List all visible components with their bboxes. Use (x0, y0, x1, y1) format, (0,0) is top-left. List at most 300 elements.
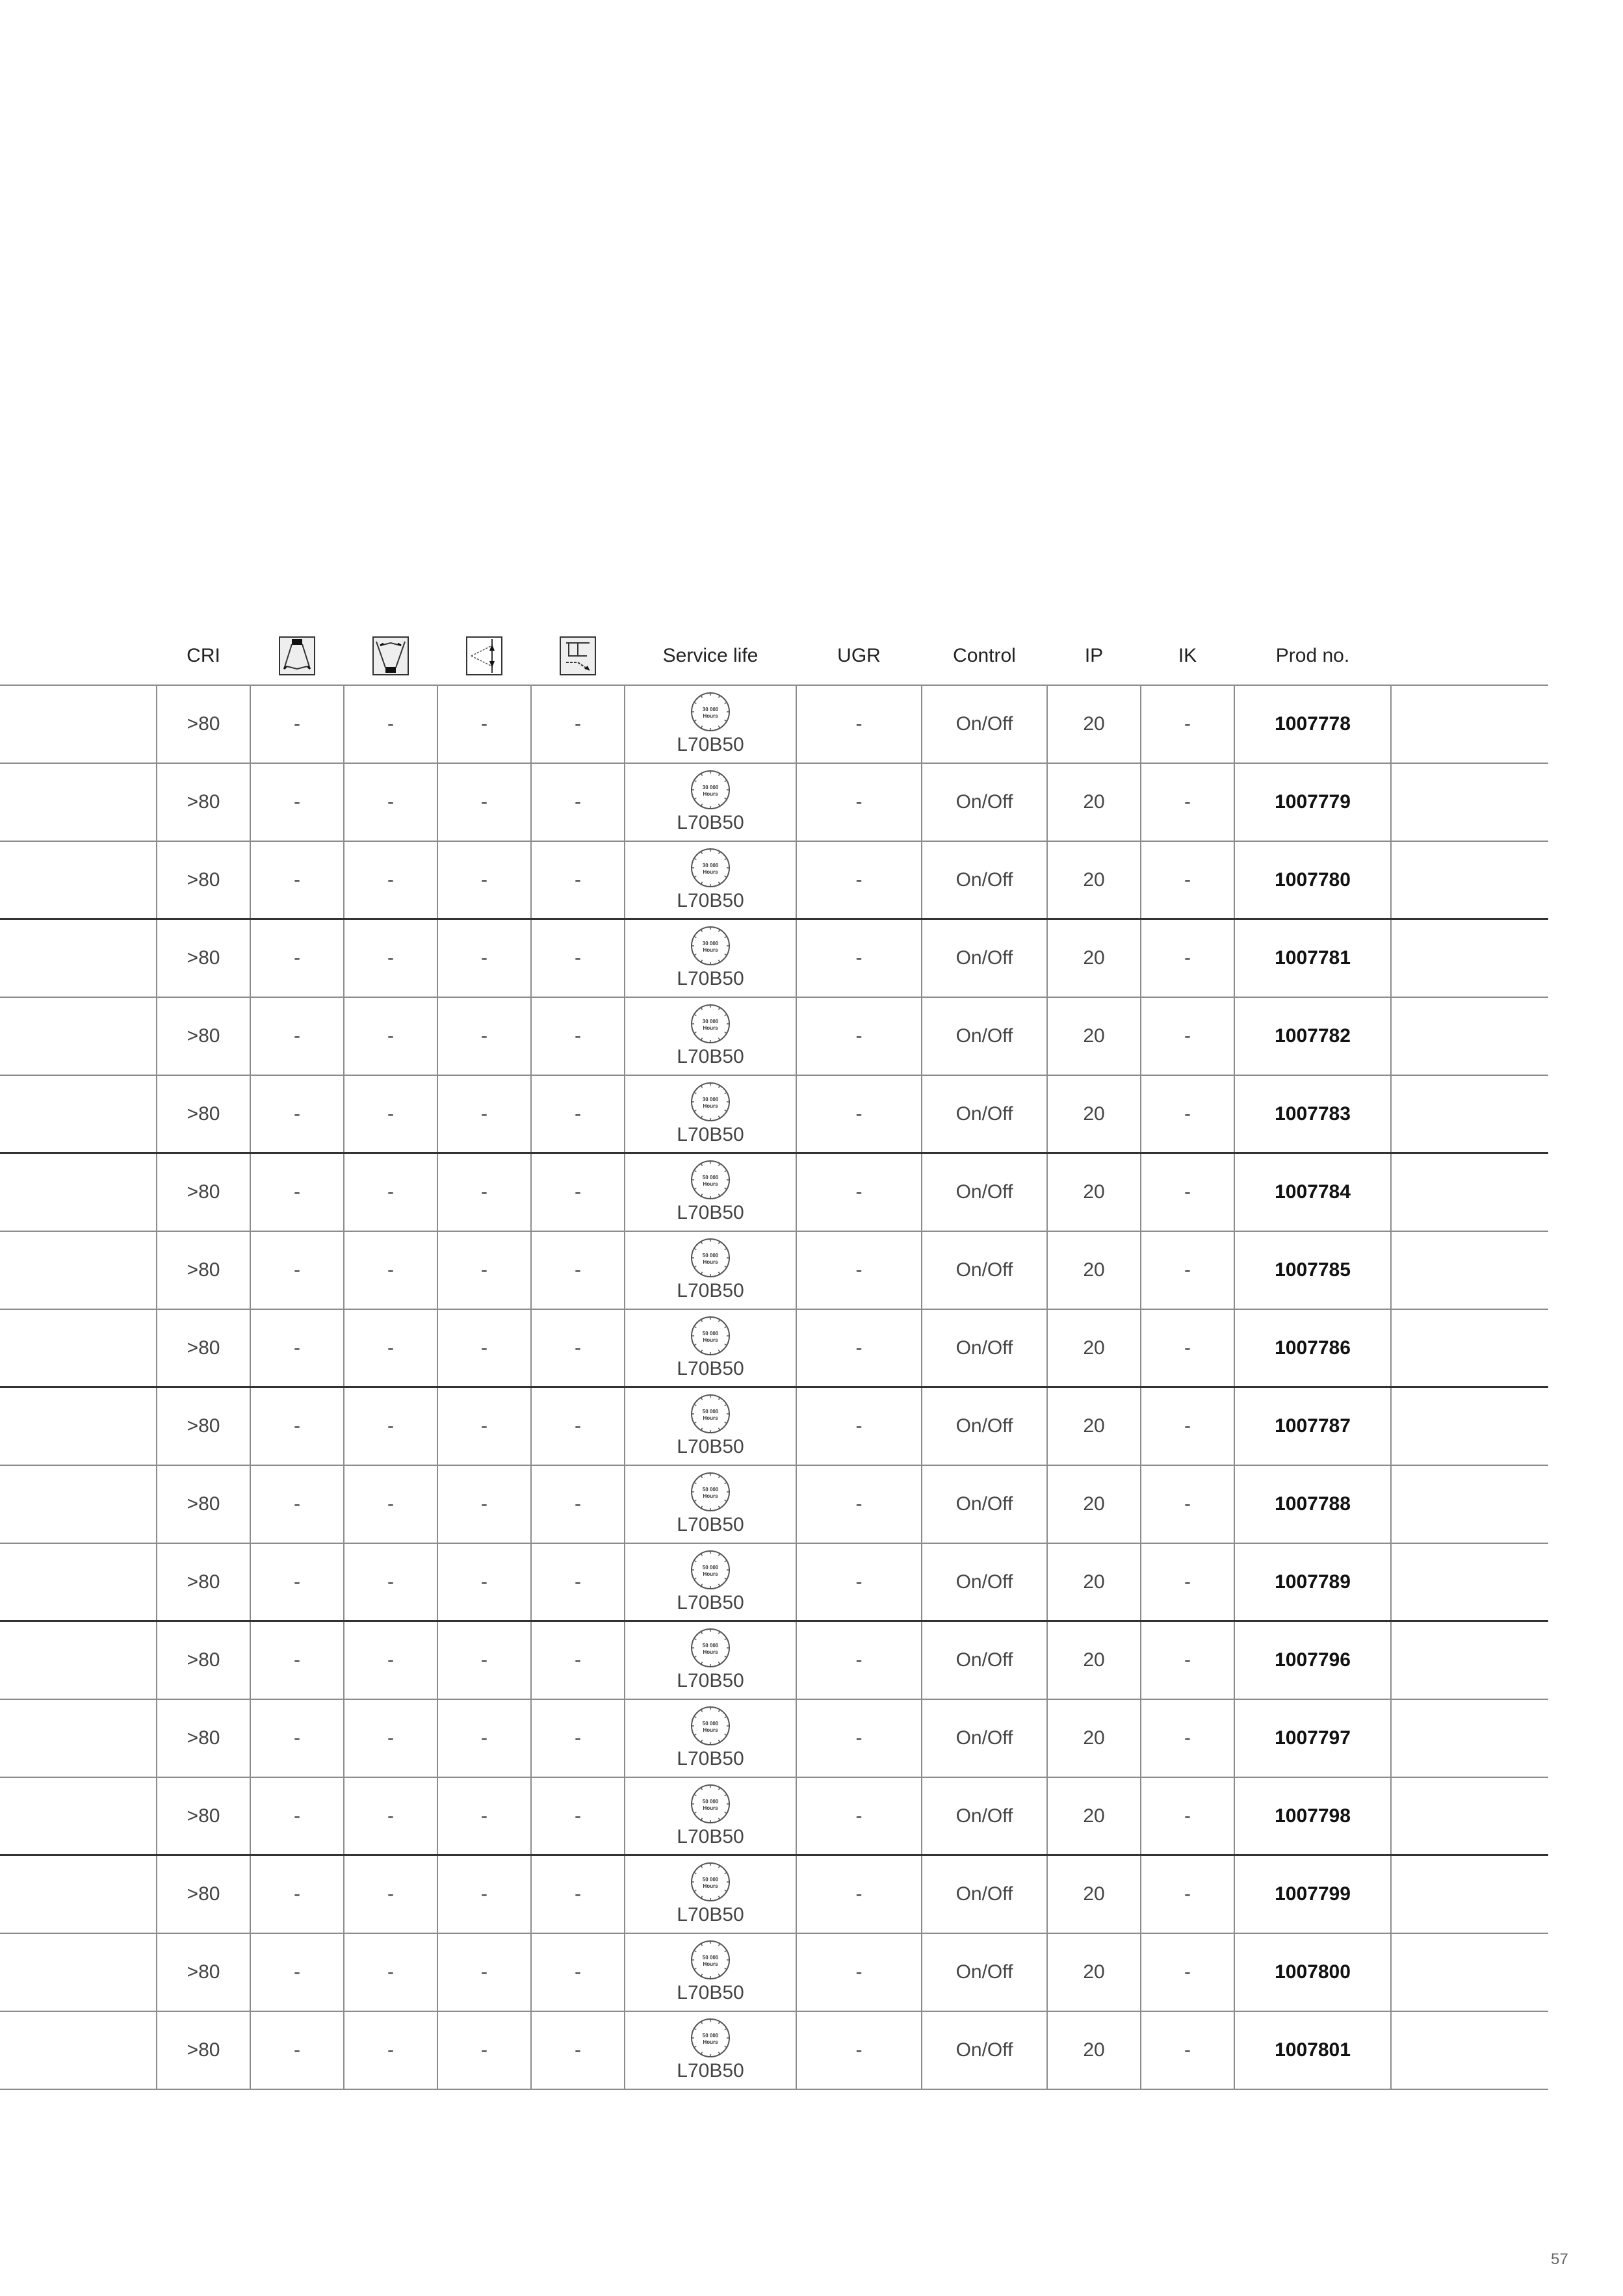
prod-no-cell: 1007799 (1275, 1883, 1351, 1905)
ik-cell: - (1184, 1883, 1191, 1905)
service-life-cell (625, 1388, 796, 1465)
ik-cell: - (1184, 1025, 1191, 1047)
ugr-cell: - (855, 1727, 863, 1749)
ugr-cell: - (855, 1805, 863, 1827)
header-cri: CRI (187, 645, 220, 666)
header-service-life: Service life (662, 645, 759, 666)
control-cell: On/Off (955, 713, 1013, 735)
ik-cell: - (1184, 869, 1191, 891)
ugr-cell: - (855, 947, 863, 969)
mount-cell: - (575, 1883, 581, 1905)
ip-cell: 20 (1083, 1103, 1105, 1125)
control-cell: On/Off (955, 1883, 1013, 1905)
cri-cell: >80 (187, 1649, 220, 1671)
service-life-hours-value: 50 000 (702, 1955, 719, 1961)
table-row (0, 1700, 1548, 1778)
prod-no-cell: 1007789 (1275, 1571, 1351, 1593)
distribution-cell: - (387, 1025, 394, 1047)
service-life-clock-icon (690, 1315, 731, 1357)
service-life-hours-value: 30 000 (702, 863, 719, 868)
beam-angle-cell: - (481, 1961, 487, 1983)
service-life-clock-icon (690, 847, 731, 889)
ip-cell: 20 (1083, 1259, 1105, 1281)
beam-angle-icon (466, 636, 502, 675)
service-life-hours-value: 30 000 (702, 1097, 719, 1102)
prod-no-cell: 1007781 (1275, 947, 1351, 969)
service-life-rating: L70B50 (677, 1046, 744, 1067)
control-cell: On/Off (955, 1415, 1013, 1437)
service-life-hours-unit: Hours (703, 1181, 718, 1187)
cri-cell: >80 (187, 1961, 220, 1983)
service-life-rating: L70B50 (677, 1202, 744, 1223)
ip-cell: 20 (1083, 1571, 1105, 1593)
ik-cell: - (1184, 713, 1191, 735)
ugr-cell: - (855, 1961, 863, 1983)
service-life-rating: L70B50 (677, 1358, 744, 1379)
distribution-cell: - (387, 1493, 394, 1515)
beam-angle-cell: - (481, 947, 487, 969)
ugr-cell: - (855, 713, 863, 735)
cri-cell: >80 (187, 2039, 220, 2061)
distribution-cell: - (387, 1337, 394, 1359)
service-life-hours-value: 50 000 (702, 1487, 719, 1493)
mount-cell: - (575, 1259, 581, 1281)
asymmetric-distribution-icon (372, 636, 409, 675)
mount-cell: - (575, 1415, 581, 1437)
mount-cell: - (575, 1727, 581, 1749)
service-life-hours-value: 50 000 (702, 1175, 719, 1181)
ik-cell: - (1184, 1337, 1191, 1359)
beam-angle-cell: - (481, 1493, 487, 1515)
service-life-hours-value: 50 000 (702, 1331, 719, 1337)
control-cell: On/Off (955, 2039, 1013, 2061)
service-life-cell (625, 1466, 796, 1543)
cri-cell: >80 (187, 869, 220, 891)
ik-cell: - (1184, 1415, 1191, 1437)
service-life-hours-value: 30 000 (702, 707, 719, 712)
ugr-cell: - (855, 1571, 863, 1593)
cri-cell: >80 (187, 1883, 220, 1905)
service-life-cell (625, 1076, 796, 1153)
ugr-cell: - (855, 1025, 863, 1047)
service-life-clock-icon (690, 1861, 731, 1903)
service-life-hours-value: 50 000 (702, 1409, 719, 1415)
distribution-cell: - (294, 713, 300, 735)
prod-no-cell: 1007778 (1275, 713, 1351, 735)
control-cell: On/Off (955, 1805, 1013, 1827)
ugr-cell: - (855, 2039, 863, 2061)
service-life-hours-unit: Hours (703, 1571, 718, 1577)
service-life-hours-unit: Hours (703, 1883, 718, 1889)
distribution-cell: - (294, 1493, 300, 1515)
distribution-cell: - (387, 869, 394, 891)
service-life-hours-unit: Hours (703, 869, 718, 875)
ik-cell: - (1184, 1571, 1191, 1593)
ip-cell: 20 (1083, 1883, 1105, 1905)
mount-cell: - (575, 1493, 581, 1515)
service-life-clock-icon (690, 1237, 731, 1279)
beam-angle-cell: - (481, 1571, 487, 1593)
service-life-hours-value: 30 000 (702, 941, 719, 946)
service-life-hours-unit: Hours (703, 1727, 718, 1733)
service-life-cell (625, 686, 796, 763)
service-life-hours-value: 50 000 (702, 1799, 719, 1805)
service-life-cell (625, 1232, 796, 1309)
control-cell: On/Off (955, 1025, 1013, 1047)
ik-cell: - (1184, 2039, 1191, 2061)
service-life-hours-value: 30 000 (702, 1019, 719, 1024)
cri-cell: >80 (187, 1025, 220, 1047)
table-row (0, 1232, 1548, 1310)
service-life-cell (625, 1154, 796, 1231)
service-life-hours-value: 50 000 (702, 1643, 719, 1649)
mount-cell: - (575, 1025, 581, 1047)
distribution-cell: - (294, 1883, 300, 1905)
ip-cell: 20 (1083, 713, 1105, 735)
service-life-rating: L70B50 (677, 968, 744, 989)
service-life-hours-unit: Hours (703, 1415, 718, 1421)
service-life-clock-icon (690, 1081, 731, 1123)
ip-cell: 20 (1083, 1181, 1105, 1203)
ik-cell: - (1184, 1259, 1191, 1281)
distribution-cell: - (387, 1649, 394, 1671)
distribution-cell: - (294, 1337, 300, 1359)
header-beam-angle (437, 627, 531, 685)
table-row (0, 1622, 1548, 1700)
service-life-hours-value: 50 000 (702, 1877, 719, 1883)
cri-cell: >80 (187, 791, 220, 813)
ip-cell: 20 (1083, 869, 1105, 891)
beam-angle-cell: - (481, 791, 487, 813)
symmetric-distribution-icon (279, 636, 315, 675)
prod-no-cell: 1007782 (1275, 1025, 1351, 1047)
table-row (0, 920, 1548, 998)
mount-cell: - (575, 1181, 581, 1203)
service-life-rating: L70B50 (677, 890, 744, 911)
ip-cell: 20 (1083, 1649, 1105, 1671)
cri-cell: >80 (187, 1337, 220, 1359)
service-life-cell (625, 920, 796, 997)
service-life-clock-icon (690, 1627, 731, 1669)
table-row (0, 1388, 1548, 1466)
service-life-clock-icon (690, 1939, 731, 1981)
table-row (0, 1076, 1548, 1154)
page-number: 57 (1551, 2250, 1568, 2268)
header-ik: IK (1178, 645, 1197, 666)
distribution-cell: - (294, 1259, 300, 1281)
service-life-hours-unit: Hours (703, 1805, 718, 1811)
ik-cell: - (1184, 1181, 1191, 1203)
distribution-cell: - (294, 1649, 300, 1671)
distribution-cell: - (294, 1961, 300, 1983)
mount-cell: - (575, 1805, 581, 1827)
cri-cell: >80 (187, 1727, 220, 1749)
ip-cell: 20 (1083, 1961, 1105, 1983)
distribution-cell: - (294, 869, 300, 891)
ik-cell: - (1184, 947, 1191, 969)
control-cell: On/Off (955, 1103, 1013, 1125)
product-spec-table (0, 627, 1548, 2090)
service-life-clock-icon (690, 1003, 731, 1045)
distribution-cell: - (387, 1805, 394, 1827)
ik-cell: - (1184, 791, 1191, 813)
mount-cell: - (575, 2039, 581, 2061)
cri-cell: >80 (187, 713, 220, 735)
ik-cell: - (1184, 1649, 1191, 1671)
prod-no-cell: 1007797 (1275, 1727, 1351, 1749)
service-life-rating: L70B50 (677, 1280, 744, 1301)
table-row (0, 1934, 1548, 2012)
distribution-cell: - (387, 1259, 394, 1281)
ugr-cell: - (855, 791, 863, 813)
ip-cell: 20 (1083, 947, 1105, 969)
service-life-cell (625, 1622, 796, 1699)
prod-no-cell: 1007783 (1275, 1103, 1351, 1125)
service-life-rating: L70B50 (677, 1124, 744, 1145)
table-body (0, 685, 1548, 2090)
mount-cell: - (575, 1571, 581, 1593)
header-prod-no: Prod no. (1275, 645, 1350, 666)
header-control: Control (953, 645, 1016, 666)
prod-no-cell: 1007787 (1275, 1415, 1351, 1437)
service-life-hours-unit: Hours (703, 1259, 718, 1265)
ugr-cell: - (855, 1649, 863, 1671)
ip-cell: 20 (1083, 1025, 1105, 1047)
cri-cell: >80 (187, 1103, 220, 1125)
prod-no-cell: 1007796 (1275, 1649, 1351, 1671)
ugr-cell: - (855, 1883, 863, 1905)
ip-cell: 20 (1083, 1727, 1105, 1749)
distribution-cell: - (294, 947, 300, 969)
service-life-hours-unit: Hours (703, 1337, 718, 1343)
control-cell: On/Off (955, 1259, 1013, 1281)
service-life-rating: L70B50 (677, 1670, 744, 1691)
ugr-cell: - (855, 1493, 863, 1515)
mount-cell: - (575, 791, 581, 813)
prod-no-cell: 1007785 (1275, 1259, 1351, 1281)
service-life-clock-icon (690, 1159, 731, 1201)
distribution-cell: - (294, 791, 300, 813)
mount-cell: - (575, 1337, 581, 1359)
distribution-cell: - (387, 1961, 394, 1983)
service-life-cell (625, 842, 796, 919)
service-life-hours-unit: Hours (703, 947, 718, 953)
table-row (0, 1856, 1548, 1934)
service-life-clock-icon (690, 1393, 731, 1435)
ugr-cell: - (855, 1181, 863, 1203)
distribution-cell: - (387, 1883, 394, 1905)
table-row (0, 2012, 1548, 2090)
beam-angle-cell: - (481, 869, 487, 891)
cri-cell: >80 (187, 1571, 220, 1593)
ik-cell: - (1184, 1805, 1191, 1827)
service-life-hours-unit: Hours (703, 1961, 718, 1967)
table-header (0, 627, 1548, 685)
table-row (0, 764, 1548, 842)
service-life-hours-unit: Hours (703, 1493, 718, 1499)
service-life-clock-icon (690, 1705, 731, 1747)
service-life-rating: L70B50 (677, 2060, 744, 2081)
service-life-rating: L70B50 (677, 1592, 744, 1613)
prod-no-cell: 1007784 (1275, 1181, 1351, 1203)
service-life-cell (625, 1856, 796, 1933)
ugr-cell: - (855, 1259, 863, 1281)
control-cell: On/Off (955, 1961, 1013, 1983)
ik-cell: - (1184, 1493, 1191, 1515)
service-life-hours-unit: Hours (703, 2039, 718, 2045)
service-life-rating: L70B50 (677, 1904, 744, 1925)
table-row (0, 1310, 1548, 1388)
service-life-clock-icon (690, 1471, 731, 1513)
service-life-hours-value: 50 000 (702, 1565, 719, 1571)
mount-cell: - (575, 1103, 581, 1125)
service-life-rating: L70B50 (677, 812, 744, 833)
distribution-cell: - (387, 947, 394, 969)
mount-cell: - (575, 1961, 581, 1983)
service-life-rating: L70B50 (677, 734, 744, 755)
prod-no-cell: 1007786 (1275, 1337, 1351, 1359)
wall-mount-icon (560, 636, 596, 675)
service-life-rating: L70B50 (677, 1436, 744, 1457)
ip-cell: 20 (1083, 2039, 1105, 2061)
cri-cell: >80 (187, 1493, 220, 1515)
distribution-cell: - (294, 1571, 300, 1593)
beam-angle-cell: - (481, 1883, 487, 1905)
service-life-rating: L70B50 (677, 1748, 744, 1769)
beam-angle-cell: - (481, 1805, 487, 1827)
beam-angle-cell: - (481, 2039, 487, 2061)
header-ip: IP (1084, 645, 1104, 666)
table-row (0, 1544, 1548, 1622)
ik-cell: - (1184, 1103, 1191, 1125)
prod-no-cell: 1007800 (1275, 1961, 1351, 1983)
distribution-cell: - (294, 1103, 300, 1125)
distribution-cell: - (387, 2039, 394, 2061)
distribution-cell: - (387, 713, 394, 735)
control-cell: On/Off (955, 869, 1013, 891)
control-cell: On/Off (955, 1181, 1013, 1203)
header-wall-mount (531, 627, 625, 685)
service-life-clock-icon (690, 1549, 731, 1591)
ugr-cell: - (855, 869, 863, 891)
header-symmetric-distribution (250, 627, 344, 685)
service-life-rating: L70B50 (677, 1826, 744, 1847)
control-cell: On/Off (955, 791, 1013, 813)
table-row (0, 1154, 1548, 1232)
service-life-hours-value: 50 000 (702, 2033, 719, 2039)
service-life-clock-icon (690, 925, 731, 967)
beam-angle-cell: - (481, 1259, 487, 1281)
prod-no-cell: 1007801 (1275, 2039, 1351, 2061)
table-row (0, 1466, 1548, 1544)
service-life-cell (625, 1778, 796, 1855)
control-cell: On/Off (955, 947, 1013, 969)
header-ugr: UGR (837, 645, 881, 666)
control-cell: On/Off (955, 1571, 1013, 1593)
ugr-cell: - (855, 1103, 863, 1125)
beam-angle-cell: - (481, 713, 487, 735)
control-cell: On/Off (955, 1493, 1013, 1515)
cri-cell: >80 (187, 1805, 220, 1827)
distribution-cell: - (387, 1571, 394, 1593)
header-asymmetric-distribution (344, 627, 437, 685)
service-life-cell (625, 998, 796, 1075)
ugr-cell: - (855, 1337, 863, 1359)
distribution-cell: - (387, 1103, 394, 1125)
service-life-cell (625, 1934, 796, 2011)
cri-cell: >80 (187, 1415, 220, 1437)
service-life-hours-unit: Hours (703, 1103, 718, 1109)
distribution-cell: - (294, 1181, 300, 1203)
service-life-clock-icon (690, 2017, 731, 2059)
table-row (0, 998, 1548, 1076)
ip-cell: 20 (1083, 1493, 1105, 1515)
distribution-cell: - (294, 1025, 300, 1047)
service-life-clock-icon (690, 1783, 731, 1825)
service-life-cell (625, 1310, 796, 1387)
beam-angle-cell: - (481, 1025, 487, 1047)
distribution-cell: - (294, 1805, 300, 1827)
beam-angle-cell: - (481, 1649, 487, 1671)
cri-cell: >80 (187, 1181, 220, 1203)
mount-cell: - (575, 1649, 581, 1671)
distribution-cell: - (387, 1181, 394, 1203)
table-row (0, 686, 1548, 764)
ip-cell: 20 (1083, 1805, 1105, 1827)
prod-no-cell: 1007788 (1275, 1493, 1351, 1515)
service-life-hours-value: 50 000 (702, 1721, 719, 1727)
ip-cell: 20 (1083, 791, 1105, 813)
distribution-cell: - (387, 791, 394, 813)
mount-cell: - (575, 713, 581, 735)
table-row (0, 842, 1548, 920)
distribution-cell: - (294, 1415, 300, 1437)
service-life-cell (625, 1544, 796, 1621)
ip-cell: 20 (1083, 1337, 1105, 1359)
service-life-rating: L70B50 (677, 1982, 744, 2003)
service-life-hours-value: 30 000 (702, 785, 719, 790)
service-life-hours-value: 50 000 (702, 1253, 719, 1259)
beam-angle-cell: - (481, 1181, 487, 1203)
service-life-clock-icon (690, 769, 731, 811)
distribution-cell: - (387, 1415, 394, 1437)
distribution-cell: - (387, 1727, 394, 1749)
service-life-cell (625, 1700, 796, 1777)
prod-no-cell: 1007779 (1275, 791, 1351, 813)
cri-cell: >80 (187, 947, 220, 969)
prod-no-cell: 1007798 (1275, 1805, 1351, 1827)
mount-cell: - (575, 869, 581, 891)
beam-angle-cell: - (481, 1103, 487, 1125)
prod-no-cell: 1007780 (1275, 869, 1351, 891)
service-life-rating: L70B50 (677, 1514, 744, 1535)
service-life-clock-icon (690, 691, 731, 733)
ip-cell: 20 (1083, 1415, 1105, 1437)
beam-angle-cell: - (481, 1337, 487, 1359)
mount-cell: - (575, 947, 581, 969)
beam-angle-cell: - (481, 1727, 487, 1749)
ugr-cell: - (855, 1415, 863, 1437)
cri-cell: >80 (187, 1259, 220, 1281)
distribution-cell: - (294, 2039, 300, 2061)
service-life-cell (625, 2012, 796, 2089)
ik-cell: - (1184, 1727, 1191, 1749)
service-life-hours-unit: Hours (703, 1025, 718, 1031)
distribution-cell: - (294, 1727, 300, 1749)
service-life-hours-unit: Hours (703, 713, 718, 719)
table-row (0, 1778, 1548, 1856)
ik-cell: - (1184, 1961, 1191, 1983)
